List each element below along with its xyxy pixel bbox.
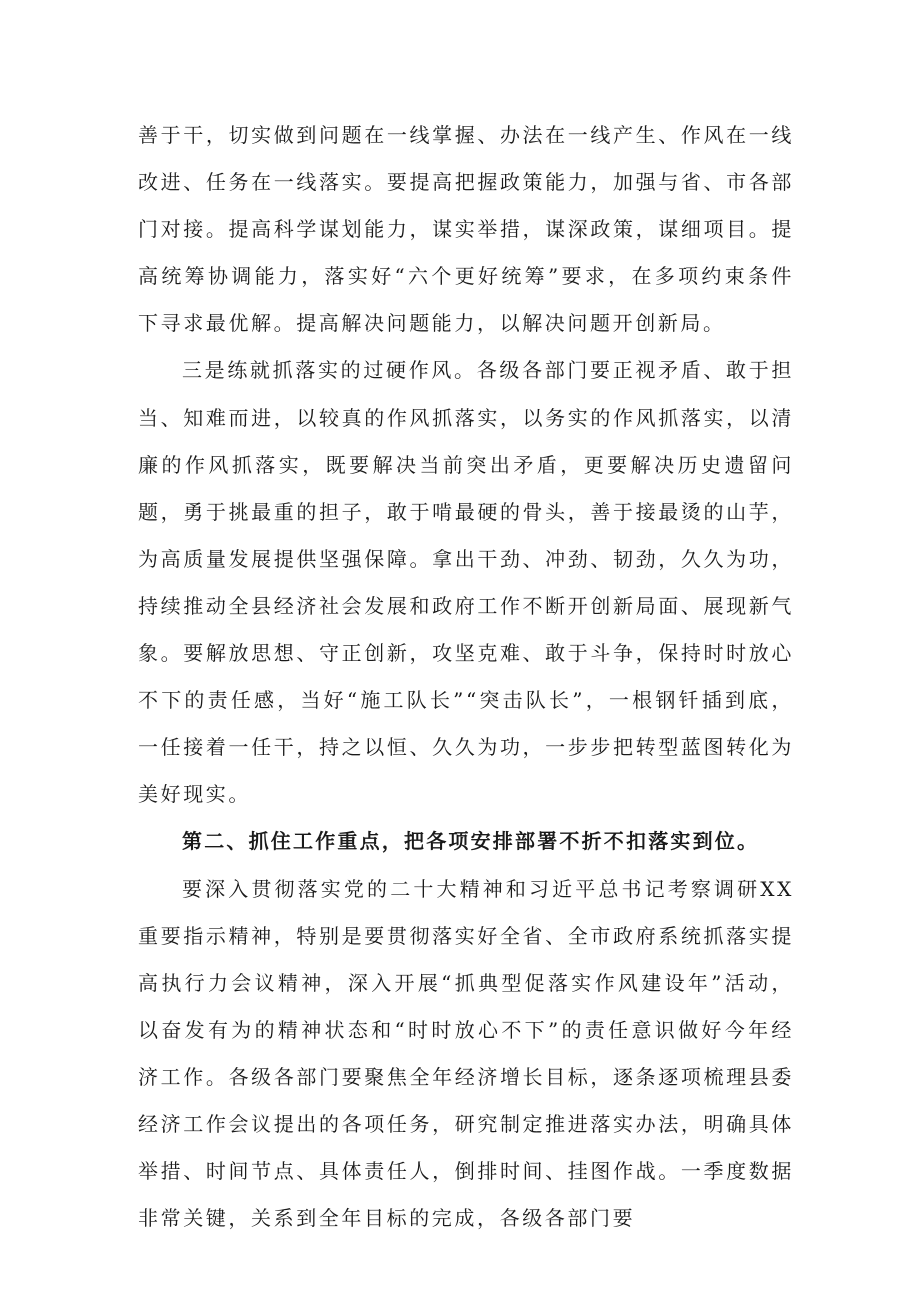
paragraph-continuation: 善于干，切实做到问题在一线掌握、办法在一线产生、作风在一线改进、任务在一线落实。要提高把握政策能力，加强与省、市各部门对接。提高科学谋划能力，谋实举措，谋深政策，谋细项目。提高统筹协调能力，落实好“六个更好统筹”要求，在多项约束条件下寻求最优解。提高解决问题能力，以解决问题开创新局。: [138, 123, 794, 336]
paragraph-implementation: 要深入贯彻落实党的二十大精神和习近平总书记考察调研XX重要指示精神，特别是要贯彻落实好全省、全市政府系统抓落实提高执行力会议精神，深入开展“抓典型促落实作风建设年”活动，以奋发有为的精神状态和“时时放心不下”的责任意识做好今年经济工作。各级各部门要聚焦全年经济增长目标，逐条逐项梳理县委经济工作会议提出的各项任务，研究制定推进落实办法，明确具体举措、时间节点、具体责任人，倒排时间、挂图作战。一季度数据非常关键，关系到全年目标的完成，各级各部门要: [138, 876, 794, 1231]
document-body: [138, 112, 794, 1242]
section-heading: 第二、抓住工作重点，把各项安排部署不折不扣落实到位。: [182, 829, 760, 854]
paragraph-work-style: 三是练就抓落实的过硬作风。各级各部门要正视矛盾、敢于担当、知难而进，以较真的作风抓落实，以务实的作风抓落实，以清廉的作风抓落实，既要解决当前突出矛盾，更要解决历史遗留问题，勇于挑最重的担子，敢于啃最硬的骨头，善于接最烫的山芋，为高质量发展提供坚强保障。拿出干劲、冲劲、韧劲，久久为功，持续推动全县经济社会发展和政府工作不断开创新局面、展现新气象。要解放思想、守正创新，攻坚克难、敢于斗争，保持时时放心不下的责任感，当好“施工队长”“突击队长”，一根钢钎插到底，一任接着一任干，持之以恒、久久为功，一步步把转型蓝图转化为美好现实。: [138, 358, 794, 807]
